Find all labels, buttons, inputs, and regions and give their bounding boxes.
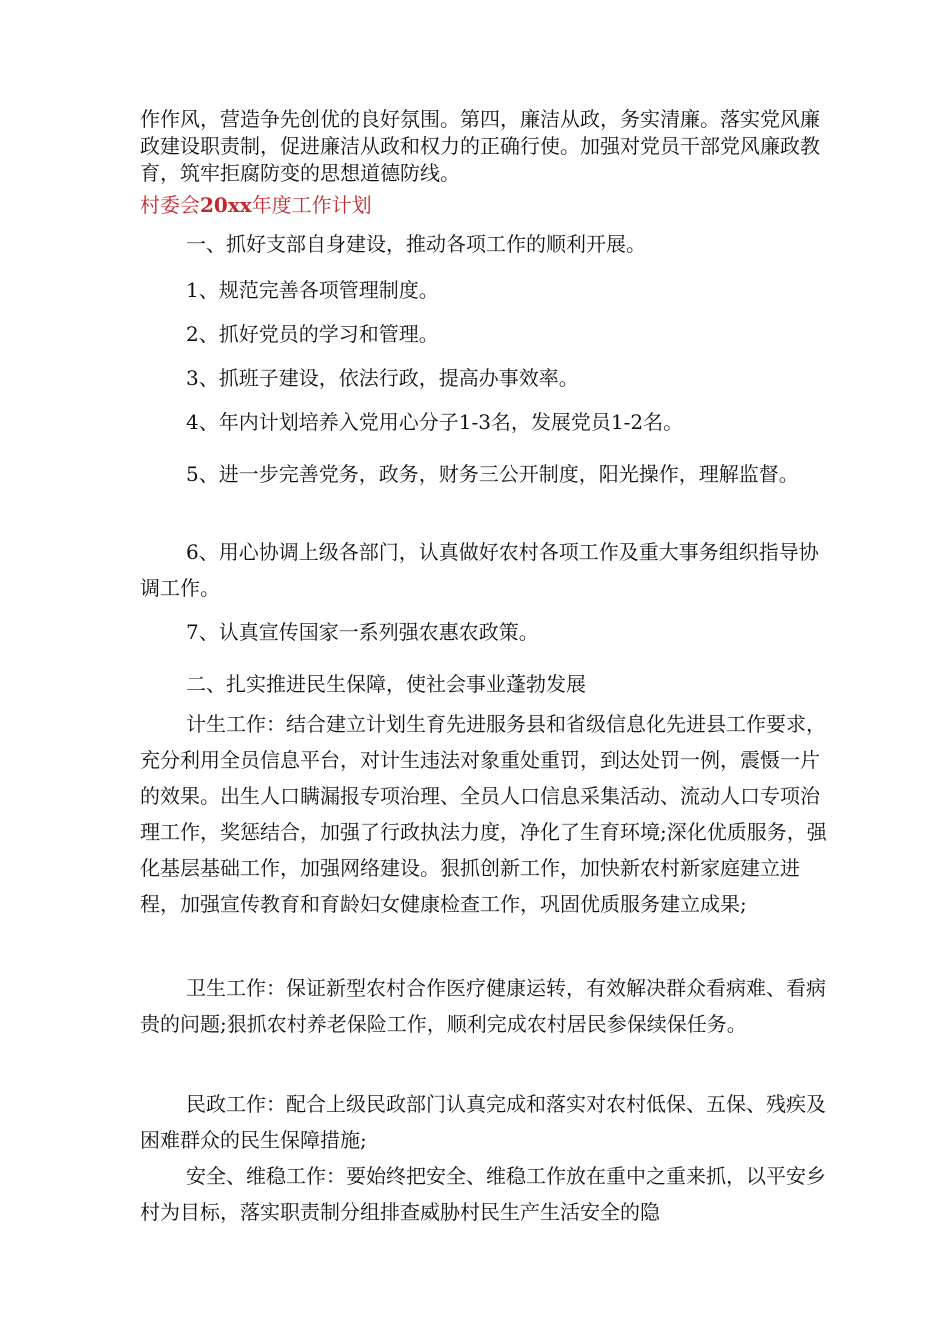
intro-paragraph: 作作风，营造争先创优的良好氛围。第四，廉洁从政，务实清廉。落实党风廉政建设职责制，促进廉洁从政和权力的正确行使。加强对党员干部党风廉政教育，筑牢拒腐防变的思想道德防线。 bbox=[140, 107, 820, 185]
section2-paragraph-health: 卫生工作：保证新型农村合作医疗健康运转，有效解决群众看病难、看病贵的问题;狠抓农村养老保险工作，顺利完成农村居民参保续保任务。 bbox=[140, 976, 826, 1036]
heading-year: 20xx bbox=[200, 193, 252, 217]
section1-item-3: 3、抓班子建设，依法行政，提高办事效率。 bbox=[186, 366, 579, 390]
section1-item-2: 2、抓好党员的学习和管理。 bbox=[186, 322, 439, 346]
section2-paragraph-safety: 安全、维稳工作：要始终把安全、维稳工作放在重中之重来抓，以平安乡村为目标，落实职责制分组排查威胁村民生产生活安全的隐 bbox=[140, 1164, 826, 1224]
heading-prefix: 村委会 bbox=[140, 193, 200, 217]
section2-paragraph-civil-affairs: 民政工作：配合上级民政部门认真完成和落实对农村低保、五保、残疾及困难群众的民生保障措施; bbox=[140, 1092, 826, 1152]
section2-title: 二、扎实推进民生保障，使社会事业蓬勃发展 bbox=[186, 672, 586, 696]
section1-title: 一、抓好支部自身建设，推动各项工作的顺利开展。 bbox=[186, 232, 646, 256]
heading-suffix: 年度工作计划 bbox=[251, 193, 372, 217]
section2-paragraph-family-planning: 计生工作：结合建立计划生育先进服务县和省级信息化先进县工作要求，充分利用全员信息平台，对计生违法对象重处重罚，到达处罚一例，震慑一片的效果。出生人口瞒漏报专项治理、全员人口信息采集活动、流动人口专项治理工作，奖惩结合，加强了行政执法力度，净化了生育环境;深化优质服务，强化基层基础工作，加强网络建设。狠抓创新工作，加快新农村新家庭建立进程，加强宣传教育和育龄妇女健康检查工作，巩固优质服务建立成果; bbox=[140, 712, 827, 916]
section1-item-7: 7、认真宣传国家一系列强农惠农政策。 bbox=[186, 620, 539, 644]
plan-heading bbox=[140, 190, 372, 220]
section1-item-1: 1、规范完善各项管理制度。 bbox=[186, 278, 439, 302]
section1-item-5: 5、进一步完善党务，政务，财务三公开制度，阳光操作，理解监督。 bbox=[186, 462, 799, 486]
section1-item-4: 4、年内计划培养入党用心分子1-3名，发展党员1-2名。 bbox=[186, 410, 684, 434]
section1-item-6: 6、用心协调上级各部门，认真做好农村各项工作及重大事务组织指导协调工作。 bbox=[140, 540, 819, 600]
